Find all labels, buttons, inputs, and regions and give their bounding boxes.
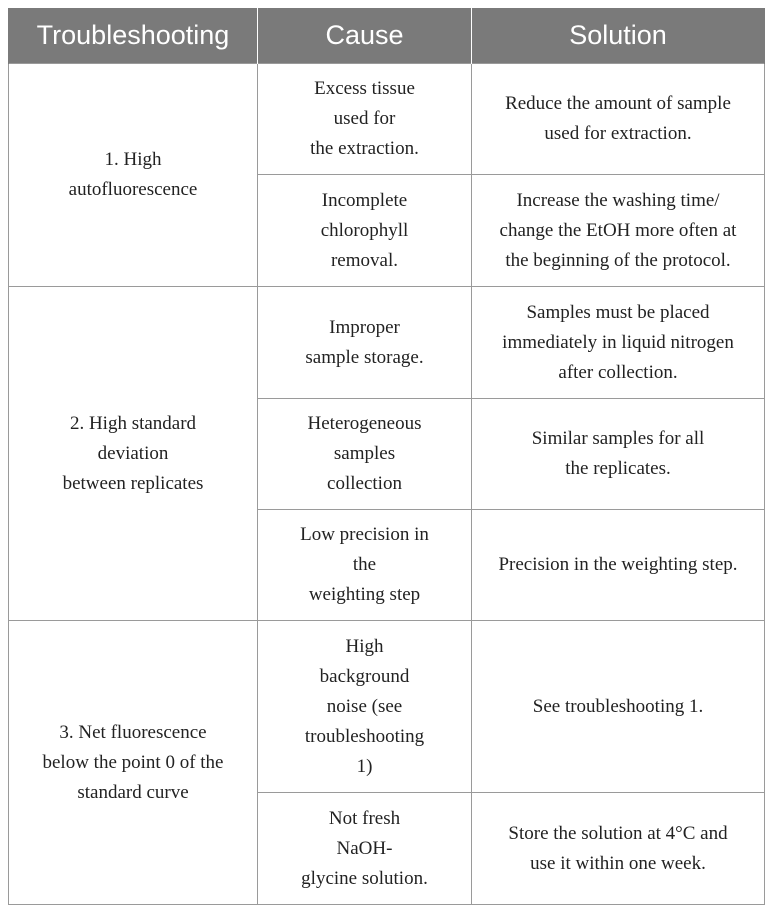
issue-cell: 3. Net fluorescence below the point 0 of the standard curve	[9, 621, 258, 905]
issue-cell: 1. High autofluorescence	[9, 64, 258, 287]
header-cause: Cause	[258, 8, 472, 64]
solution-cell: Precision in the weighting step.	[472, 510, 765, 621]
cause-cell: Heterogeneous samples collection	[258, 399, 472, 510]
table-row	[9, 621, 765, 793]
solution-cell: Similar samples for all the replicates.	[472, 399, 765, 510]
cause-cell: Low precision in the weighting step	[258, 510, 472, 621]
cause-cell: Incomplete chlorophyll removal.	[258, 175, 472, 287]
troubleshooting-table-wrapper	[8, 8, 764, 905]
table-header	[9, 8, 765, 64]
solution-cell: Samples must be placed immediately in liquid nitrogen after collection.	[472, 287, 765, 399]
cause-cell: High background noise (see troubleshooting 1)	[258, 621, 472, 793]
table-body	[9, 64, 765, 905]
table-row	[9, 287, 765, 399]
solution-cell: Store the solution at 4°C and use it within one week.	[472, 793, 765, 905]
solution-cell: Increase the washing time/ change the EtOH more often at the beginning of the protocol.	[472, 175, 765, 287]
table-row	[9, 64, 765, 175]
header-row	[9, 8, 765, 64]
header-troubleshooting: Troubleshooting	[9, 8, 258, 64]
troubleshooting-table	[8, 8, 765, 905]
header-solution: Solution	[472, 8, 765, 64]
solution-cell: See troubleshooting 1.	[472, 621, 765, 793]
solution-cell: Reduce the amount of sample used for extraction.	[472, 64, 765, 175]
issue-cell: 2. High standard deviation between replicates	[9, 287, 258, 621]
cause-cell: Excess tissue used for the extraction.	[258, 64, 472, 175]
cause-cell: Improper sample storage.	[258, 287, 472, 399]
cause-cell: Not fresh NaOH- glycine solution.	[258, 793, 472, 905]
